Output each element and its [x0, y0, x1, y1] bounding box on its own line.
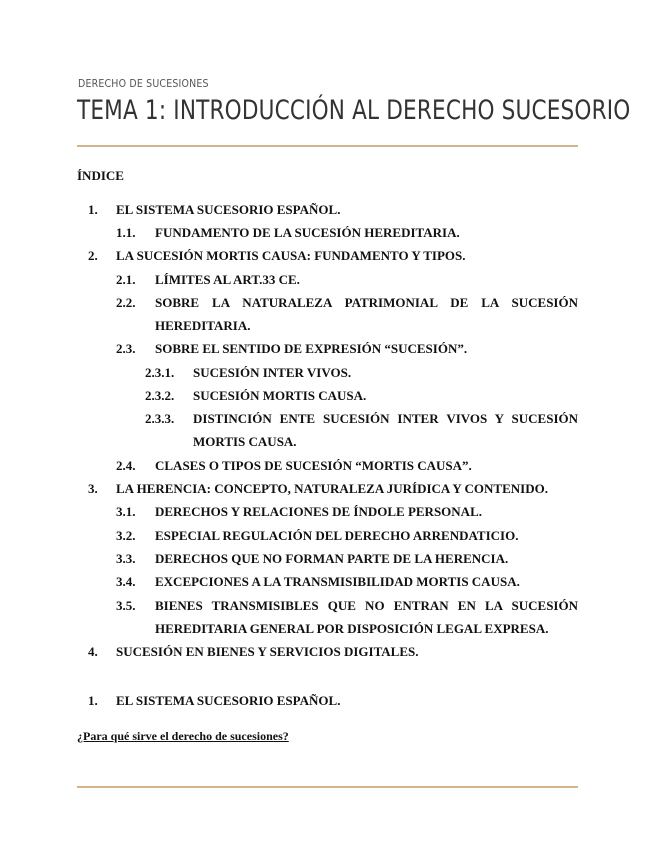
toc-number: 2. [88, 248, 98, 263]
toc-item: SUCESIÓN EN BIENES Y SERVICIOS DIGITALES. [116, 644, 419, 659]
toc-number: 3.2. [116, 528, 136, 543]
toc-number: 4. [88, 644, 98, 659]
toc-number: 2.1. [116, 272, 136, 287]
toc-number: 3.5. [116, 598, 136, 613]
toc-item: FUNDAMENTO DE LA SUCESIÓN HEREDITARIA. [155, 225, 460, 240]
top-divider [77, 145, 578, 147]
question-subheading: ¿Para qué sirve el derecho de sucesiones? [77, 729, 289, 743]
section-heading: EL SISTEMA SUCESORIO ESPAÑOL. [116, 693, 341, 708]
toc-item: LA SUCESIÓN MORTIS CAUSA: FUNDAMENTO Y TIPOS. [116, 248, 466, 263]
toc-number: 3.1. [116, 504, 136, 519]
page-title: TEMA 1: INTRODUCCIÓN AL DERECHO SUCESORIO [77, 95, 631, 126]
toc-number: 2.3.3. [145, 411, 175, 426]
toc-item: DERECHOS Y RELACIONES DE ÍNDOLE PERSONAL. [155, 504, 482, 519]
toc-item: LA HERENCIA: CONCEPTO, NATURALEZA JURÍDICA Y CONTENIDO. [116, 481, 548, 496]
toc-number: 2.4. [116, 458, 136, 473]
toc-item: SUCESIÓN MORTIS CAUSA. [193, 388, 367, 403]
toc-item: ESPECIAL REGULACIÓN DEL DERECHO ARRENDATICIO. [155, 528, 519, 543]
toc-item-continued: HEREDITARIA. [155, 318, 251, 333]
toc-number: 1. [88, 202, 98, 217]
bottom-divider [77, 786, 578, 788]
toc-number: 2.3.2. [145, 388, 175, 403]
toc-item: DISTINCIÓN ENTE SUCESIÓN INTER VIVOS Y SUCESIÓN [193, 411, 578, 426]
toc-item: SOBRE EL SENTIDO DE EXPRESIÓN “SUCESIÓN”. [155, 341, 468, 356]
toc-number: 3.3. [116, 551, 136, 566]
toc-item: EL SISTEMA SUCESORIO ESPAÑOL. [116, 202, 341, 217]
toc-item: BIENES TRANSMISIBLES QUE NO ENTRAN EN LA SUCESIÓN [155, 598, 578, 613]
toc-item: LÍMITES AL ART.33 CE. [155, 272, 300, 287]
toc-item-continued: MORTIS CAUSA. [193, 434, 297, 449]
toc-number: 2.3. [116, 341, 136, 356]
index-heading: ÍNDICE [77, 168, 124, 183]
toc-item: CLASES O TIPOS DE SUCESIÓN “MORTIS CAUSA”. [155, 458, 472, 473]
toc-item: EXCEPCIONES A LA TRANSMISIBILIDAD MORTIS CAUSA. [155, 574, 520, 589]
toc-number: 2.2. [116, 295, 136, 310]
subject-label: DERECHO DE SUCESIONES [78, 77, 209, 90]
toc-number: 3.4. [116, 574, 136, 589]
toc-item: SOBRE LA NATURALEZA PATRIMONIAL DE LA SUCESIÓN [155, 295, 578, 310]
section-number: 1. [88, 693, 98, 708]
toc-item: SUCESIÓN INTER VIVOS. [193, 365, 352, 380]
toc-item: DERECHOS QUE NO FORMAN PARTE DE LA HERENCIA. [155, 551, 509, 566]
toc-item-continued: HEREDITARIA GENERAL POR DISPOSICIÓN LEGAL EXPRESA. [155, 621, 549, 636]
toc-number: 3. [88, 481, 98, 496]
toc-number: 2.3.1. [145, 365, 175, 380]
toc-number: 1.1. [116, 225, 136, 240]
